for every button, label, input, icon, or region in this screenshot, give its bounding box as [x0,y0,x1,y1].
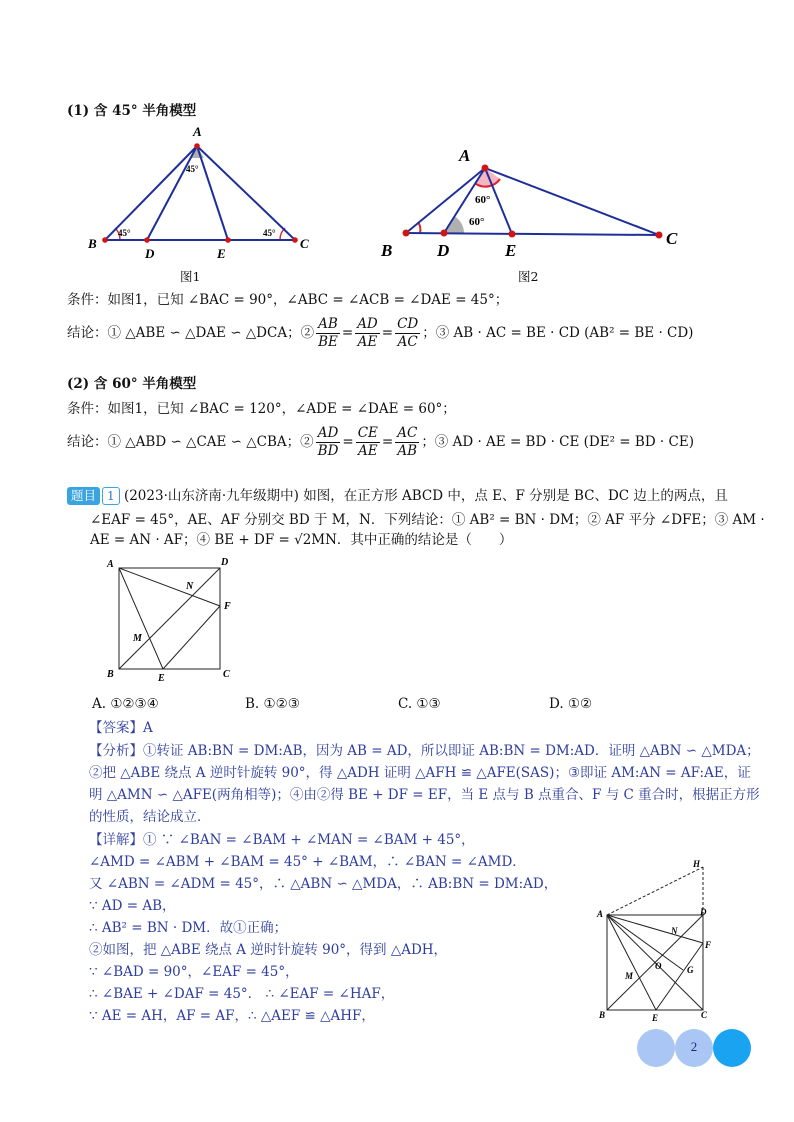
section1-conclusion-a: 结论：① △ABE ∽ △DAE ∽ △DCA；② [67,325,315,341]
frac-denominator: AB [397,442,418,459]
frac-numerator: CD [397,315,419,332]
section1-condition: 条件：如图1，已知 ∠BAC = 90°，∠ABC = ∠ACB = ∠DAE = 45°； [67,292,509,308]
proof-square-diagram [590,855,720,1025]
section2-fraction-1 [316,425,341,460]
sq-label-e: E [158,673,165,684]
fig1-angle-right-label: 45° [263,228,276,238]
fig2-point-c [656,232,663,239]
analysis-line-2: ②把 △ABE 绕点 A 逆时针旋转 90°，得 △ADH 证明 △AFH ≌ △AFE(SAS)；③即证 AM:AN = AF:AE，证 [89,765,751,781]
frac-numerator: AC [397,424,418,441]
fig2-label-d: D [437,241,450,260]
section1-conclusion [67,311,732,355]
proof-label-m: M [625,971,634,981]
detail-line-1: 【详解】① ∵ ∠BAN = ∠BAM + ∠MAN = ∠BAM + 45°， [89,832,475,848]
problem-tag: 题目 [67,487,100,505]
section2-fraction-3 [395,425,419,460]
proof-label-e: E [652,1013,659,1023]
section2-condition: 条件：如图1，已知 ∠BAC = 120°，∠ADE = ∠DAE = 60°； [67,401,456,417]
segment-af [119,568,220,606]
equals-sign: = [341,325,354,341]
proof-segment-ef [656,943,703,1010]
fig2-point-e [509,231,516,238]
proof-label-n: N [671,926,678,936]
proof-label-f: F [705,940,712,950]
equals-sign: = [381,434,394,450]
equals-sign: = [381,325,394,341]
detail-line-6: ②如图，把 △ABE 绕点 A 逆时针旋转 90°，得到 △ADH， [89,942,448,958]
section2-conclusion-a: 结论：① △ABD ∽ △CAE ∽ △CBA；② [67,434,314,450]
analysis-line-3: 明 △AMN ∽ △AFE(两角相等)；④由②得 BE + DF = EF，当 E 点与 B 点重合、F 与 C 重合时，根据正方形 [89,787,760,803]
fig2-label-a: A [459,146,471,165]
section1-fraction-2 [355,316,380,351]
proof-label-b: B [599,1010,606,1020]
fig2-point-b [403,230,410,237]
fig1-point-a [194,143,200,149]
proof-label-d: D [700,907,707,917]
frac-denominator: BE [318,333,338,350]
proof-label-h: H [693,859,701,869]
sq-label-f: F [224,601,231,612]
fig1-label-c: C [300,236,309,251]
sq-label-d: D [221,557,229,568]
frac-denominator: BD [317,442,339,459]
problem-square-diagram [100,555,245,685]
fig1-angle-left-label: 45° [118,228,131,238]
fig1-caption: 图1 [180,269,201,284]
option-b[interactable]: B. ①②③ [245,696,300,712]
fig1-point-c [292,237,298,243]
proof-segment-ah [607,867,703,915]
detail-line-4: ∵ AD = AB， [89,898,176,914]
fig2-point-a [482,165,489,172]
section2-fraction-2 [356,425,380,460]
proof-segment-ag [607,915,683,970]
proof-label-g: G [687,965,694,975]
segment-ae [119,568,163,669]
option-a[interactable]: A. ①②③④ [92,696,159,712]
page-circle-left [637,1029,675,1067]
proof-label-c: C [701,1010,708,1020]
page-number: 2 [690,1039,698,1054]
fig2-side-ac [485,168,659,235]
problem-line1-text: (2023·山东济南·九年级期中) 如图，在正方形 ABCD 中，点 E、F 分别是 BC、DC 边上的两点，且 [123,488,728,504]
square-diagonal-bd [119,568,220,669]
figure2-triangle-diagram [372,140,692,265]
proof-segment-ae [607,915,656,1010]
analysis-line-4: 的性质，结论成立． [89,809,211,825]
section1-fraction-3 [395,316,420,351]
sq-label-m: M [133,633,142,644]
fig1-point-b [102,237,108,243]
fig2-angle-a-label: 60° [475,194,491,206]
fig1-angle-top-label: 45° [186,164,199,174]
section1-fraction-1 [316,316,340,351]
detail-line-2: ∠AMD = ∠ABM + ∠BAM = 45° + ∠BAM，∴ ∠BAN = ∠AMD． [89,854,526,870]
section2-conclusion [67,420,731,464]
fig2-angle-d-label: 60° [469,216,485,228]
sq-label-b: B [107,669,114,680]
fig1-label-b: B [88,236,97,251]
proof-label-a: A [597,909,604,919]
problem-line1 [67,486,728,506]
figure1-triangle-diagram [80,120,320,265]
option-d[interactable]: D. ①② [549,696,593,712]
sq-label-n: N [186,581,194,592]
analysis-line-1: 【分析】①转证 AB:BN = DM:AB，因为 AB = AD，所以即证 AB:BN = DM:AD．证明 △ABN ∽ △MDA； [89,743,760,759]
fig2-label-e: E [505,241,517,260]
fig1-point-e [225,237,231,243]
frac-numerator: AB [316,316,340,334]
problem-line3: AE = AN · AF；④ BE + DF = √2MN．其中正确的结论是（ ） [90,532,513,548]
fig2-point-d [441,230,448,237]
problem-line2: ∠EAF = 45°，AE、AF 分别交 BD 于 M，N．下列结论：① AB² = BN · DM；② AF 平分 ∠DFE；③ AM · [90,512,765,528]
fig1-label-d: D [145,246,155,261]
fig1-side-ab [105,146,197,240]
sq-label-a: A [107,559,114,570]
proof-label-o: O [655,961,662,971]
answer-label: 【答案】A [89,720,153,736]
section2-heading: (2) 含 60° 半角模型 [67,376,197,392]
detail-line-7: ∵ ∠BAD = 90°，∠EAF = 45°， [89,964,299,980]
frac-numerator: CE [357,424,378,441]
page-circle-right [713,1029,751,1067]
fig1-label-e: E [217,246,226,261]
fig1-segment-ad [147,146,197,240]
segment-ef [163,606,220,669]
section1-heading: (1) 含 45° 半角模型 [67,103,197,119]
frac-denominator: AE [358,442,378,459]
option-c[interactable]: C. ①③ [398,696,441,712]
detail-line-8: ∴ ∠BAE + ∠DAF = 45°． ∴ ∠EAF = ∠HAF， [89,986,395,1002]
fig2-label-b: B [381,241,393,260]
frac-denominator: AE [357,333,378,350]
detail-line-3: 又 ∠ABN = ∠ADM = 45°，∴ △ABN ∽ △MDA，∴ AB:BN = DM:AD， [89,876,558,892]
fig1-label-a: A [193,124,202,139]
section1-conclusion-b: ；③ AB · AC = BE · CD (AB² = BE · CD) [422,325,694,341]
sq-label-c: C [223,669,230,680]
fig2-caption: 图2 [518,269,539,284]
detail-line-5: ∴ AB² = BN · DM．故①正确； [89,920,288,936]
frac-numerator: AD [357,315,378,332]
section2-conclusion-b: ；③ AD · AE = BD · CE (DE² = BD · CE) [421,434,694,450]
fig1-point-d [144,237,150,243]
problem-number: 1 [102,487,120,505]
fig2-label-c: C [666,229,678,248]
frac-denominator: AC [397,333,418,350]
detail-line-9: ∵ AE = AH，AF = AF，∴ △AEF ≌ △AHF， [89,1008,375,1024]
frac-numerator: AD [316,425,341,443]
equals-sign: = [342,434,354,450]
